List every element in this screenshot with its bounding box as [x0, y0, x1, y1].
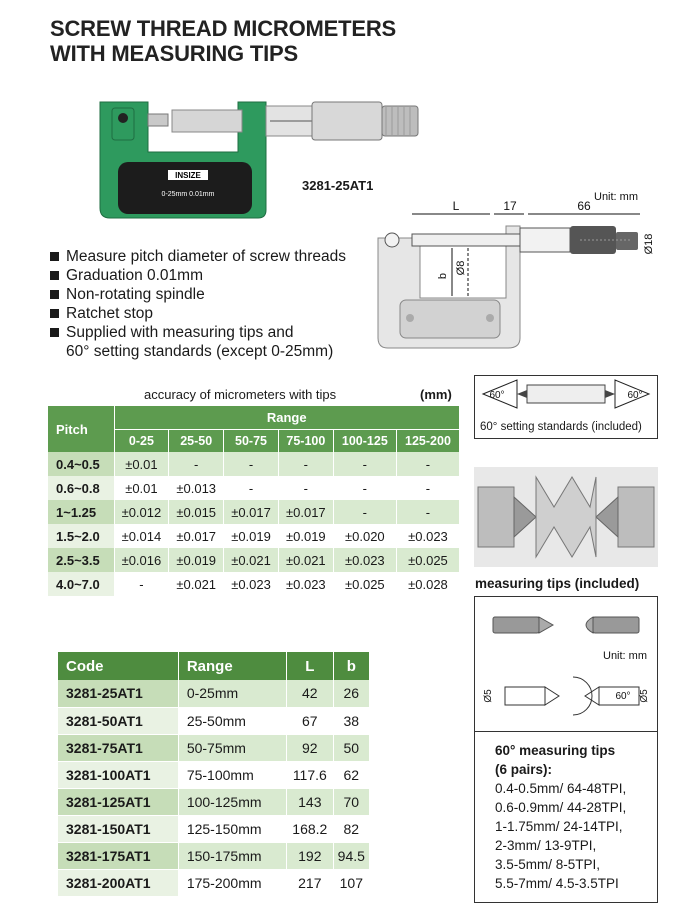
table-row: 3281-150AT1 125-150mm 168.2 82: [58, 815, 369, 842]
table-row: 4.0~7.0 - ±0.021 ±0.023 ±0.023 ±0.025 ±0.028: [48, 572, 459, 596]
tip-size-item: 0.6-0.9mm/ 44-28TPI,: [495, 800, 627, 815]
dim-d5-right: Ø5: [639, 689, 650, 703]
table-row: 3281-200AT1 175-200mm 217 107: [58, 869, 369, 896]
range-col-header: 25-50: [169, 429, 224, 452]
range-col-header: 100-125: [333, 429, 396, 452]
tip-size-item: 1-1.75mm/ 24-14TPI,: [495, 819, 623, 834]
feature-item: Measure pitch diameter of screw threads: [50, 247, 346, 266]
dim-d5-left: Ø5: [483, 689, 494, 703]
feature-list: [50, 247, 346, 361]
case-text: 0-25mm 0.01mm: [161, 191, 215, 198]
bullet-icon: [50, 309, 59, 318]
range-col-header: 125-200: [396, 429, 459, 452]
bullet-icon: [50, 290, 59, 299]
table-row: 3281-125AT1 100-125mm 143 70: [58, 788, 369, 815]
range-col-header: 0-25: [114, 429, 169, 452]
drawing-unit: Unit: mm: [594, 191, 638, 203]
tips-heading-1: 60° measuring tips: [495, 743, 616, 758]
range-col-header: 50-75: [224, 429, 279, 452]
range-header: Range: [178, 652, 286, 680]
setting-standards-label: 60° setting standards (included): [480, 421, 642, 433]
thread-measurement-illustration: [474, 467, 658, 567]
tips-caption: measuring tips (included): [475, 576, 640, 591]
table-row: 1.5~2.0 ±0.014 ±0.017 ±0.019 ±0.019 ±0.020 ±0.023: [48, 524, 459, 548]
dimension-drawing: [370, 188, 660, 358]
angle-left: 60°: [489, 390, 505, 401]
feature-item: Ratchet stop: [50, 304, 346, 323]
bullet-icon: [50, 328, 59, 337]
setting-standards-box: [474, 375, 658, 439]
code-table: [58, 652, 369, 897]
dim-d18: Ø18: [643, 233, 655, 255]
tips-drawing-box: [474, 596, 658, 732]
feature-item-continued: 60° setting standards (except 0-25mm): [66, 343, 334, 360]
table-row: 3281-100AT1 75-100mm 117.6 62: [58, 761, 369, 788]
code-header: Code: [58, 652, 178, 680]
tips-sizes: [474, 732, 658, 903]
feature-item: Supplied with measuring tips and: [50, 323, 346, 342]
tip-angle: 60°: [615, 691, 631, 702]
table-row: 3281-75AT1 50-75mm 92 50: [58, 734, 369, 761]
b-header: b: [333, 652, 369, 680]
tip-size-item: 3.5-5mm/ 8-5TPI,: [495, 857, 601, 872]
table-row: 0.6~0.8 ±0.01 ±0.013 - - - -: [48, 476, 459, 500]
bullet-icon: [50, 252, 59, 261]
tip-size-item: 2-3mm/ 13-9TPI,: [495, 838, 597, 853]
accuracy-caption: accuracy of micrometers with tips: [144, 387, 337, 402]
dim-17: 17: [503, 199, 517, 213]
bullet-icon: [50, 271, 59, 280]
title-line-1: SCREW THREAD MICROMETERS: [50, 16, 396, 41]
page-title: [50, 16, 396, 66]
dim-b: b: [437, 272, 449, 280]
table-row: 3281-50AT1 25-50mm 67 38: [58, 707, 369, 734]
angle-right: 60°: [627, 390, 643, 401]
table-row: 3281-25AT1 0-25mm 42 26: [58, 680, 369, 707]
feature-item: Graduation 0.01mm: [50, 266, 346, 285]
range-header: Range: [114, 406, 459, 429]
setting-standard-drawing: [475, 376, 657, 420]
measuring-tips-drawing: [475, 597, 657, 731]
table-row: 1~1.25 ±0.012 ±0.015 ±0.017 ±0.017 - -: [48, 500, 459, 524]
range-col-header: 75-100: [278, 429, 333, 452]
pitch-header: Pitch: [48, 406, 114, 452]
title-line-2: WITH MEASURING TIPS: [50, 41, 298, 66]
tip-size-item: 5.5-7mm/ 4.5-3.5TPI: [495, 876, 619, 891]
tips-unit: Unit: mm: [603, 650, 647, 662]
l-header: L: [287, 652, 334, 680]
table-row: 0.4~0.5 ±0.01 - - - - -: [48, 452, 459, 476]
accuracy-unit: (mm): [420, 387, 452, 402]
dim-d8: Ø8: [455, 260, 467, 276]
dim-66: 66: [577, 199, 591, 213]
dim-L: L: [452, 199, 460, 213]
table-row: 2.5~3.5 ±0.016 ±0.019 ±0.021 ±0.021 ±0.023 ±0.025: [48, 548, 459, 572]
brand-text: INSIZE: [175, 171, 201, 180]
table-row: 3281-175AT1 150-175mm 192 94.5: [58, 842, 369, 869]
tip-size-item: 0.4-0.5mm/ 64-48TPI,: [495, 781, 627, 796]
tips-heading-2: (6 pairs):: [495, 762, 553, 777]
model-label: 3281-25AT1: [302, 178, 374, 193]
feature-item: Non-rotating spindle: [50, 285, 346, 304]
accuracy-table: [48, 406, 459, 596]
